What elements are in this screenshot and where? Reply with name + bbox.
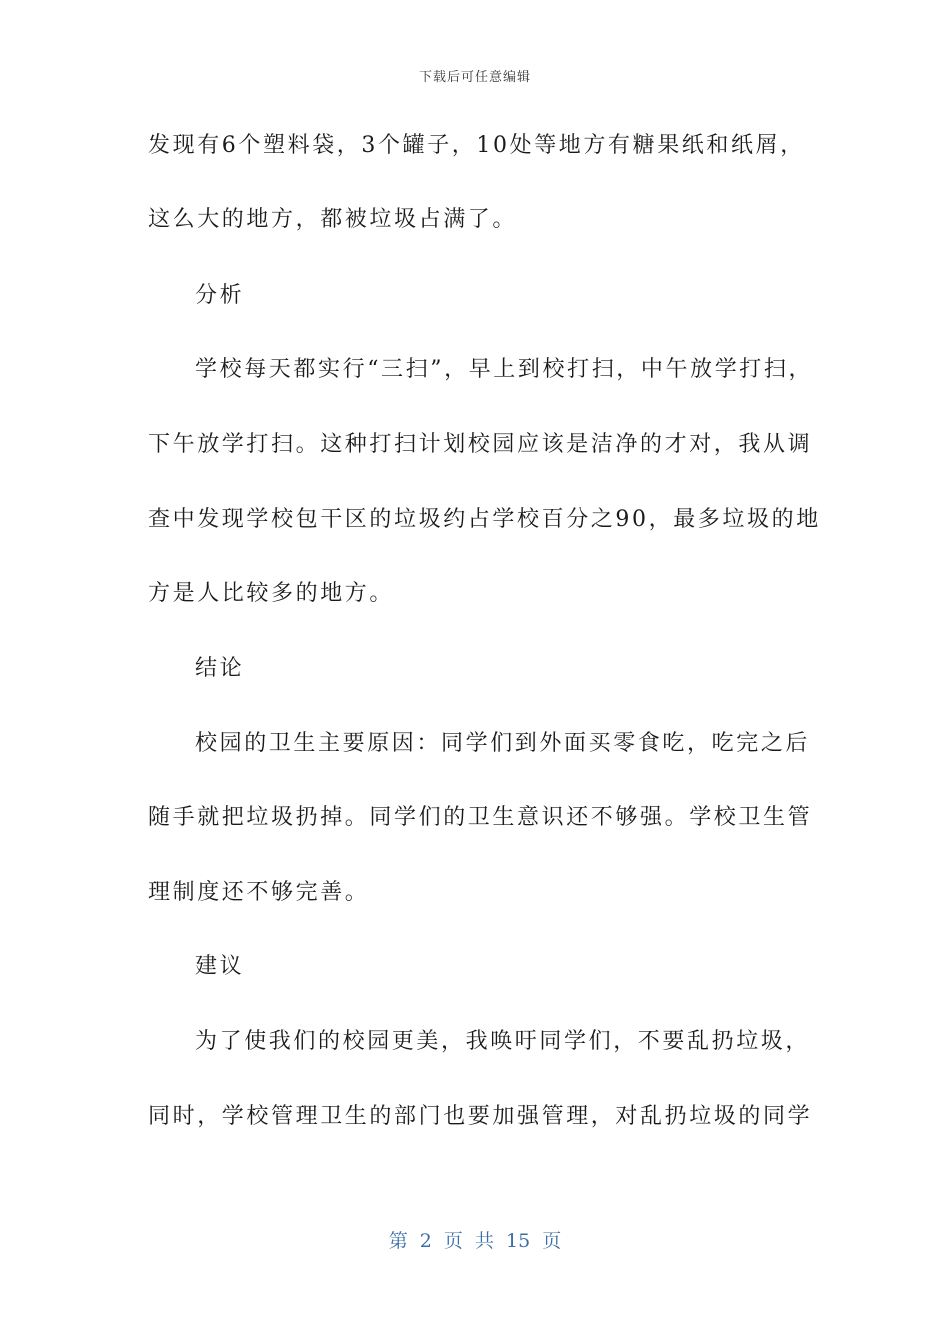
section-heading-suggestion: 建议 xyxy=(195,954,245,979)
body-line: 为了使我们的校园更美，我唤吁同学们，不要乱扔垃圾， xyxy=(195,1029,811,1054)
section-heading-analysis: 分析 xyxy=(195,283,245,308)
body-line: 发现有6个塑料袋，3个罐子，10处等地方有糖果纸和纸屑， xyxy=(148,133,805,158)
page-header: 下载后可任意编辑 xyxy=(418,70,531,85)
body-line: 学校每天都实行“三扫”，早上到校打扫，中午放学打扫， xyxy=(195,357,814,382)
body-line: 校园的卫生主要原因：同学们到外面买零食吃，吃完之后 xyxy=(195,731,811,756)
body-line: 查中发现学校包干区的垃圾约占学校百分之90，最多垃圾的地 xyxy=(148,507,821,532)
body-line: 随手就把垃圾扔掉。同学们的卫生意识还不够强。学校卫生管 xyxy=(148,805,813,830)
body-line: 同时，学校管理卫生的部门也要加强管理，对乱扔垃圾的同学 xyxy=(148,1104,813,1129)
section-heading-conclusion: 结论 xyxy=(195,656,245,681)
body-line: 理制度还不够完善。 xyxy=(148,880,370,905)
page-number-footer: 第 2 页 共 15 页 xyxy=(388,1230,562,1252)
body-line: 这么大的地方，都被垃圾占满了。 xyxy=(148,207,518,232)
body-line: 下午放学打扫。这种打扫计划校园应该是洁净的才对，我从调 xyxy=(148,432,813,457)
body-line: 方是人比较多的地方。 xyxy=(148,581,395,606)
